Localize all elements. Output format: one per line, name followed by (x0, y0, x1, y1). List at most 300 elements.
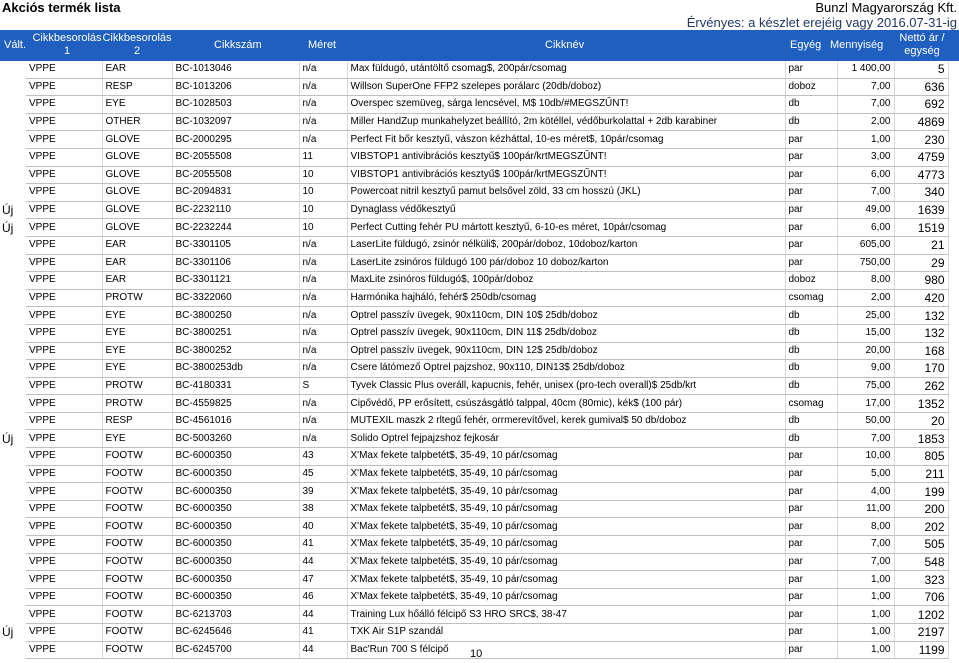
item-name: X'Max fekete talpbetét$, 35-49, 10 pár/csomag (347, 588, 785, 606)
item-unit: par (785, 166, 837, 184)
item-size: n/a (299, 412, 347, 430)
category-2: FOOTW (102, 571, 172, 589)
category-2: GLOVE (102, 201, 172, 219)
item-size: 10 (299, 184, 347, 202)
item-price: 980 (894, 272, 948, 290)
item-quantity: 20,00 (837, 342, 894, 360)
new-marker (0, 236, 26, 254)
item-code: BC-6000350 (172, 571, 299, 589)
item-price: 692 (894, 96, 948, 114)
item-price: 230 (894, 131, 948, 149)
new-marker (0, 184, 26, 202)
item-name: X'Max fekete talpbetét$, 35-49, 10 pár/csomag (347, 448, 785, 466)
item-price: 21 (894, 236, 948, 254)
item-name: VIBSTOP1 antivibrációs kesztyű$ 100pár/krtMEGSZŰNT! (347, 148, 785, 166)
item-price: 505 (894, 536, 948, 554)
header-egyseg: Egyég (790, 39, 822, 51)
category-1: VPPE (26, 624, 102, 642)
item-name: Perfect Fit bőr kesztyű, vászon kézháttal, 10-es méret$, 10pár/csomag (347, 131, 785, 149)
category-2: EYE (102, 324, 172, 342)
item-size: n/a (299, 78, 347, 96)
item-unit: par (785, 624, 837, 642)
item-name: Optrel passzív üvegek, 90x110cm, DIN 11$ 25db/doboz (347, 324, 785, 342)
item-code: BC-2000295 (172, 131, 299, 149)
category-2: FOOTW (102, 624, 172, 642)
item-unit: db (785, 377, 837, 395)
item-unit: par (785, 254, 837, 272)
item-name: Max füldugó, utántöltő csomag$, 200pár/csomag (347, 61, 785, 78)
table-row (0, 289, 948, 307)
item-quantity: 1,00 (837, 606, 894, 624)
item-code: BC-2232110 (172, 201, 299, 219)
category-1: VPPE (26, 236, 102, 254)
item-unit: par (785, 606, 837, 624)
new-marker (0, 289, 26, 307)
category-1: VPPE (26, 430, 102, 448)
item-size: S (299, 377, 347, 395)
item-code: BC-4559825 (172, 395, 299, 413)
new-marker: Új (2, 625, 14, 640)
item-quantity: 7,00 (837, 553, 894, 571)
category-1: VPPE (26, 78, 102, 96)
item-price: 1202 (894, 606, 948, 624)
item-size: 46 (299, 588, 347, 606)
item-name: X'Max fekete talpbetét$, 35-49, 10 pár/csomag (347, 536, 785, 554)
table-header (0, 30, 959, 61)
category-2: RESP (102, 78, 172, 96)
new-marker (0, 553, 26, 571)
new-marker (0, 377, 26, 395)
item-size: n/a (299, 236, 347, 254)
item-quantity: 3,00 (837, 148, 894, 166)
item-quantity: 6,00 (837, 219, 894, 237)
category-1: VPPE (26, 412, 102, 430)
category-2: FOOTW (102, 483, 172, 501)
item-unit: db (785, 342, 837, 360)
item-size: n/a (299, 324, 347, 342)
item-price: 1199 (894, 641, 948, 659)
item-price: 29 (894, 254, 948, 272)
item-code: BC-3800252 (172, 342, 299, 360)
new-marker (0, 483, 26, 501)
item-unit: par (785, 571, 837, 589)
item-size: 44 (299, 553, 347, 571)
item-price: 262 (894, 377, 948, 395)
category-2: EYE (102, 96, 172, 114)
item-price: 199 (894, 483, 948, 501)
category-2: EAR (102, 272, 172, 290)
category-2: FOOTW (102, 588, 172, 606)
item-quantity: 50,00 (837, 412, 894, 430)
item-size: 11 (299, 148, 347, 166)
item-unit: db (785, 412, 837, 430)
item-name: VIBSTOP1 antivibrációs kesztyű$ 100pár/krtMEGSZŰNT! (347, 166, 785, 184)
category-1: VPPE (26, 96, 102, 114)
item-price: 4773 (894, 166, 948, 184)
item-code: BC-6245646 (172, 624, 299, 642)
new-marker (0, 571, 26, 589)
item-size: 41 (299, 536, 347, 554)
category-2: EAR (102, 236, 172, 254)
category-1: VPPE (26, 588, 102, 606)
category-1: VPPE (26, 148, 102, 166)
category-1: VPPE (26, 307, 102, 325)
item-name: LaserLite füldugó, zsinór nélküli$, 200pár/doboz, 10doboz/karton (347, 236, 785, 254)
category-1: VPPE (26, 518, 102, 536)
header-netto: Nettó ár / egység (899, 32, 945, 57)
item-quantity: 7,00 (837, 536, 894, 554)
item-unit: par (785, 536, 837, 554)
item-code: BC-6000350 (172, 465, 299, 483)
header-mennyiseg: Mennyiség (830, 39, 884, 51)
category-1: VPPE (26, 553, 102, 571)
item-quantity: 2,00 (837, 113, 894, 131)
item-quantity: 15,00 (837, 324, 894, 342)
item-name: MUTEXIL maszk 2 rltegű fehér, orrmerevítővel, kerek gumival$ 50 db/doboz (347, 412, 785, 430)
item-unit: par (785, 201, 837, 219)
item-name: Harmónika hajháló, fehér$ 250db/csomag (347, 289, 785, 307)
category-2: EAR (102, 61, 172, 78)
item-price: 636 (894, 78, 948, 96)
category-1: VPPE (26, 289, 102, 307)
item-quantity: 7,00 (837, 96, 894, 114)
category-2: GLOVE (102, 184, 172, 202)
table-row (0, 219, 948, 237)
item-quantity: 1,00 (837, 571, 894, 589)
new-marker (0, 641, 26, 659)
category-1: VPPE (26, 272, 102, 290)
item-code: BC-1013206 (172, 78, 299, 96)
new-marker: Új (2, 203, 14, 218)
new-marker (0, 342, 26, 360)
item-unit: par (785, 518, 837, 536)
item-code: BC-5003260 (172, 430, 299, 448)
item-size: n/a (299, 307, 347, 325)
item-quantity: 6,00 (837, 166, 894, 184)
item-name: Bac'Run 700 S félcipő (347, 641, 785, 659)
product-table (0, 61, 949, 659)
item-unit: par (785, 219, 837, 237)
item-quantity: 7,00 (837, 184, 894, 202)
item-name: X'Max fekete talpbetét$, 35-49, 10 pár/csomag (347, 465, 785, 483)
item-size: n/a (299, 96, 347, 114)
item-code: BC-6000350 (172, 518, 299, 536)
item-price: 170 (894, 360, 948, 378)
item-quantity: 2,00 (837, 289, 894, 307)
category-2: PROTW (102, 289, 172, 307)
category-1: VPPE (26, 166, 102, 184)
item-price: 1853 (894, 430, 948, 448)
item-size: n/a (299, 342, 347, 360)
item-name: Overspec szemüveg, sárga lencsével, M$ 10db/#MEGSZŰNT! (347, 96, 785, 114)
item-size: 10 (299, 166, 347, 184)
item-code: BC-6245700 (172, 641, 299, 659)
table-row (0, 184, 948, 202)
item-unit: par (785, 500, 837, 518)
item-code: BC-4561016 (172, 412, 299, 430)
table-row (0, 518, 948, 536)
category-1: VPPE (26, 113, 102, 131)
item-code: BC-6000350 (172, 588, 299, 606)
item-code: BC-6000350 (172, 483, 299, 501)
table-row (0, 360, 948, 378)
table-row (0, 624, 948, 642)
header-meret: Méret (308, 39, 337, 51)
item-price: 132 (894, 307, 948, 325)
new-marker (0, 500, 26, 518)
item-unit: db (785, 360, 837, 378)
item-price: 4869 (894, 113, 948, 131)
item-name: Training Lux hőálló félcipő S3 HRO SRC$, 38-47 (347, 606, 785, 624)
item-code: BC-3301106 (172, 254, 299, 272)
item-price: 200 (894, 500, 948, 518)
header-cat2: Cikkbesorolás 2 (102, 32, 172, 57)
table-row (0, 236, 948, 254)
table-row (0, 377, 948, 395)
category-1: VPPE (26, 606, 102, 624)
category-2: FOOTW (102, 500, 172, 518)
item-quantity: 605,00 (837, 236, 894, 254)
category-2: GLOVE (102, 131, 172, 149)
table-row (0, 342, 948, 360)
category-1: VPPE (26, 61, 102, 78)
item-quantity: 1,00 (837, 588, 894, 606)
table-row (0, 606, 948, 624)
item-size: 44 (299, 606, 347, 624)
item-unit: par (785, 588, 837, 606)
category-2: EYE (102, 360, 172, 378)
table-row (0, 113, 948, 131)
item-size: 44 (299, 641, 347, 659)
item-code: BC-1028503 (172, 96, 299, 114)
category-1: VPPE (26, 500, 102, 518)
category-1: VPPE (26, 377, 102, 395)
table-row (0, 553, 948, 571)
table-row (0, 483, 948, 501)
item-code: BC-6213703 (172, 606, 299, 624)
category-1: VPPE (26, 536, 102, 554)
item-size: n/a (299, 61, 347, 78)
item-price: 1352 (894, 395, 948, 413)
category-1: VPPE (26, 219, 102, 237)
category-1: VPPE (26, 201, 102, 219)
item-code: BC-4180331 (172, 377, 299, 395)
new-marker (0, 448, 26, 466)
category-1: VPPE (26, 483, 102, 501)
item-code: BC-3301105 (172, 236, 299, 254)
item-size: n/a (299, 289, 347, 307)
item-code: BC-3800250 (172, 307, 299, 325)
table-row (0, 430, 948, 448)
item-price: 340 (894, 184, 948, 202)
item-code: BC-3800253db (172, 360, 299, 378)
item-quantity: 9,00 (837, 360, 894, 378)
item-size: n/a (299, 113, 347, 131)
item-name: Perfect Cutting fehér PU mártott kesztyű, 6-10-es méret, 10pár/csomag (347, 219, 785, 237)
category-1: VPPE (26, 131, 102, 149)
item-size: n/a (299, 430, 347, 448)
header-valt: Vált. (4, 39, 27, 51)
category-1: VPPE (26, 465, 102, 483)
item-code: BC-2055508 (172, 166, 299, 184)
table-row (0, 148, 948, 166)
item-unit: db (785, 307, 837, 325)
item-size: 10 (299, 201, 347, 219)
table-row (0, 571, 948, 589)
category-2: FOOTW (102, 518, 172, 536)
item-code: BC-1013046 (172, 61, 299, 78)
new-marker (0, 465, 26, 483)
item-size: n/a (299, 395, 347, 413)
item-size: n/a (299, 254, 347, 272)
item-unit: csomag (785, 395, 837, 413)
new-marker (0, 61, 26, 78)
table-row (0, 412, 948, 430)
category-1: VPPE (26, 641, 102, 659)
item-quantity: 8,00 (837, 518, 894, 536)
item-name: X'Max fekete talpbetét$, 35-49, 10 pár/csomag (347, 500, 785, 518)
item-unit: par (785, 465, 837, 483)
category-2: PROTW (102, 395, 172, 413)
category-1: VPPE (26, 448, 102, 466)
item-name: X'Max fekete talpbetét$, 35-49, 10 pár/csomag (347, 553, 785, 571)
item-code: BC-6000350 (172, 448, 299, 466)
category-2: FOOTW (102, 465, 172, 483)
category-2: EYE (102, 307, 172, 325)
item-quantity: 17,00 (837, 395, 894, 413)
item-code: BC-2055508 (172, 148, 299, 166)
item-quantity: 1,00 (837, 131, 894, 149)
item-name: Willson SuperOne FFP2 szelepes porálarc (20db/doboz) (347, 78, 785, 96)
new-marker (0, 606, 26, 624)
item-price: 211 (894, 465, 948, 483)
header-cikkszam: Cikkszám (214, 39, 262, 51)
table-row (0, 324, 948, 342)
table-row (0, 536, 948, 554)
validity-note: Érvényes: a készlet erejéig vagy 2016.07-31-ig (686, 15, 957, 30)
item-unit: par (785, 184, 837, 202)
item-name: MaxLite zsinóros füldugó$, 100pár/doboz (347, 272, 785, 290)
item-price: 420 (894, 289, 948, 307)
item-quantity: 8,00 (837, 272, 894, 290)
item-unit: doboz (785, 78, 837, 96)
item-name: LaserLite zsinóros füldugó 100 pár/doboz 10 doboz/karton (347, 254, 785, 272)
new-marker (0, 272, 26, 290)
new-marker (0, 113, 26, 131)
item-code: BC-6000350 (172, 536, 299, 554)
header-cat1: Cikkbesorolás 1 (32, 32, 102, 57)
category-2: EYE (102, 430, 172, 448)
item-size: n/a (299, 272, 347, 290)
new-marker: Új (2, 431, 14, 446)
item-code: BC-1032097 (172, 113, 299, 131)
category-1: VPPE (26, 360, 102, 378)
item-unit: csomag (785, 289, 837, 307)
category-2: FOOTW (102, 641, 172, 659)
doc-title: Akciós termék lista (2, 0, 121, 15)
item-price: 5 (894, 61, 948, 78)
new-marker (0, 254, 26, 272)
category-1: VPPE (26, 395, 102, 413)
item-price: 1639 (894, 201, 948, 219)
company-name: Bunzl Magyarország Kft. (815, 0, 957, 15)
item-name: Miller HandZup munkahelyzet beállító, 2m kötéllel, védőburkolattal + 2db karabiner (347, 113, 785, 131)
category-2: FOOTW (102, 606, 172, 624)
item-code: BC-6000350 (172, 500, 299, 518)
item-name: Cipővédő, PP erősített, csúszásgátló talppal, 40cm (80mic), kék$ (100 pár) (347, 395, 785, 413)
item-name: Csere látómező Optrel pajzshoz, 90x110, DIN13$ 25db/doboz (347, 360, 785, 378)
item-quantity: 11,00 (837, 500, 894, 518)
item-size: 10 (299, 219, 347, 237)
item-size: 45 (299, 465, 347, 483)
table-row (0, 395, 948, 413)
table-row (0, 500, 948, 518)
item-unit: par (785, 448, 837, 466)
item-quantity: 1,00 (837, 624, 894, 642)
item-quantity: 5,00 (837, 465, 894, 483)
item-unit: doboz (785, 272, 837, 290)
item-name: Tyvek Classic Plus overáll, kapucnis, fehér, unisex (pro-tech overall)$ 25db/krt (347, 377, 785, 395)
item-name: X'Max fekete talpbetét$, 35-49, 10 pár/csomag (347, 571, 785, 589)
item-name: Optrel passzív üvegek, 90x110cm, DIN 12$ 25db/doboz (347, 342, 785, 360)
table-row (0, 166, 948, 184)
table-row (0, 307, 948, 325)
item-unit: par (785, 61, 837, 78)
item-name: Powercoat nitril kesztyű pamut belsővel zöld, 33 cm hosszú (JKL) (347, 184, 785, 202)
category-2: PROTW (102, 377, 172, 395)
new-marker (0, 166, 26, 184)
new-marker: Új (2, 220, 14, 235)
table-row (0, 131, 948, 149)
item-price: 132 (894, 324, 948, 342)
item-price: 168 (894, 342, 948, 360)
page-number: 10 (470, 648, 483, 660)
item-unit: par (785, 131, 837, 149)
item-size: 38 (299, 500, 347, 518)
new-marker (0, 324, 26, 342)
new-marker (0, 131, 26, 149)
item-size: 47 (299, 571, 347, 589)
item-quantity: 1,00 (837, 641, 894, 659)
category-2: FOOTW (102, 536, 172, 554)
item-name: TXK Air S1P szandál (347, 624, 785, 642)
item-name: Solido Optrel fejpajzshoz fejkosár (347, 430, 785, 448)
category-2: GLOVE (102, 166, 172, 184)
category-1: VPPE (26, 571, 102, 589)
item-name: X'Max fekete talpbetét$, 35-49, 10 pár/csomag (347, 483, 785, 501)
item-size: n/a (299, 360, 347, 378)
item-unit: db (785, 324, 837, 342)
table-row (0, 61, 948, 78)
item-size: 39 (299, 483, 347, 501)
item-code: BC-2232244 (172, 219, 299, 237)
item-quantity: 75,00 (837, 377, 894, 395)
item-name: Optrel passzív üvegek, 90x110cm, DIN 10$ 25db/doboz (347, 307, 785, 325)
new-marker (0, 96, 26, 114)
item-quantity: 750,00 (837, 254, 894, 272)
item-price: 2197 (894, 624, 948, 642)
item-unit: par (785, 641, 837, 659)
item-unit: par (785, 553, 837, 571)
item-size: 41 (299, 624, 347, 642)
item-code: BC-3322060 (172, 289, 299, 307)
new-marker (0, 148, 26, 166)
category-2: FOOTW (102, 553, 172, 571)
item-name: Dynaglass védőkesztyű (347, 201, 785, 219)
item-quantity: 10,00 (837, 448, 894, 466)
item-code: BC-2094831 (172, 184, 299, 202)
table-row (0, 96, 948, 114)
